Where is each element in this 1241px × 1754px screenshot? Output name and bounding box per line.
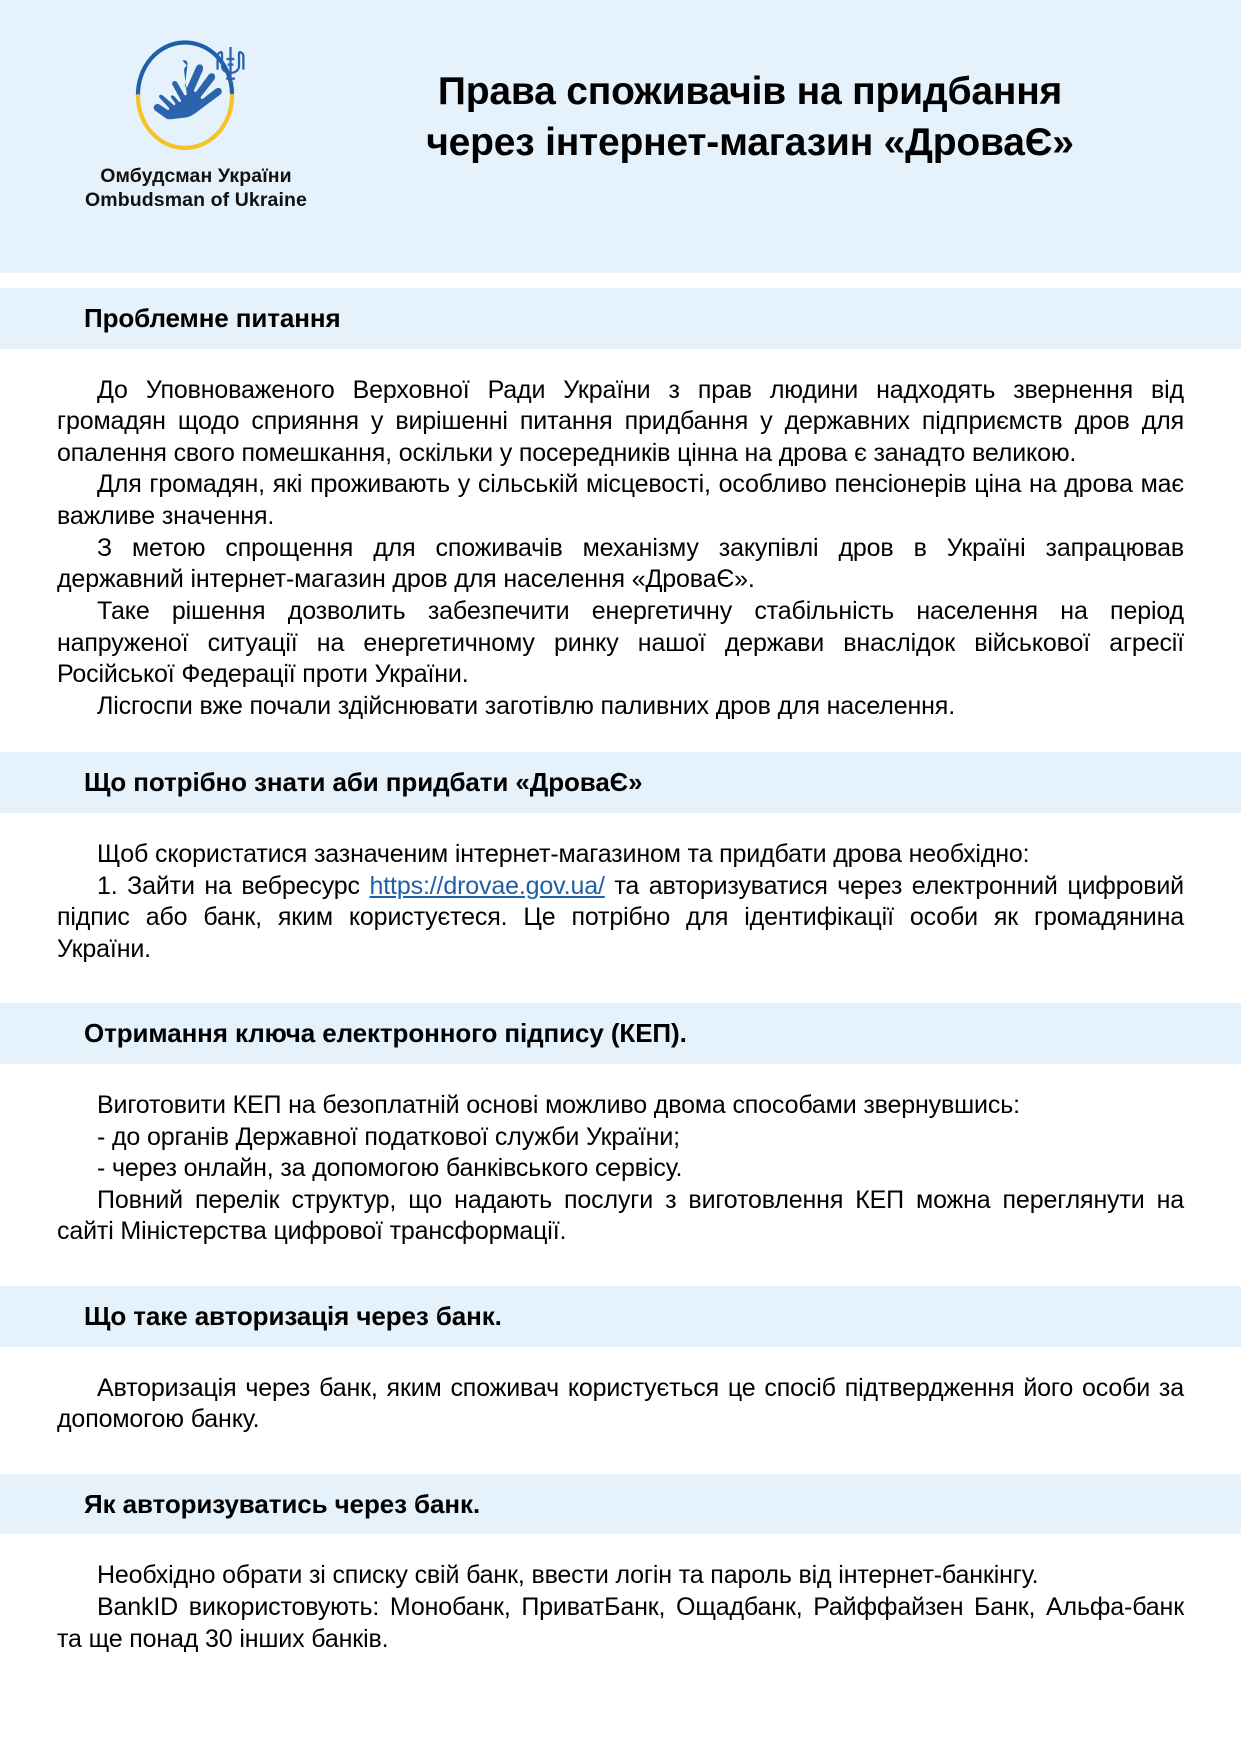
paragraph: Для громадян, які проживають у сільській місцевості, особливо пенсіонерів ціна на дрова має важливе значення. [57,470,1184,530]
link-paragraph-prefix: 1. Зайти на вебресурс [97,871,370,900]
paragraph: Щоб скористатися зазначеним інтернет-магазином та придбати дрова необхідно: [97,839,1030,868]
section-heading-bar-how-to-auth [0,1474,1241,1535]
paragraph: Необхідно обрати зі списку свій банк, ввести логін та пароль від інтернет-банкінгу. [97,1561,1039,1590]
paragraph: До Уповноваженого Верховної Ради України з прав людини надходять звернення від громадян щодо сприяння у вирішенні питання придбання у державних підприємств дров для опалення свого помешкання, оскільки у посередників цінна на дрова є занадто великою. [57,375,1184,467]
section-body-what-to-know [0,839,1241,966]
section-heading-bar-kep [0,1003,1241,1064]
paragraph: Авторизація через банк, яким споживач користується це спосіб підтвердження його особи за допомогою банку. [57,1373,1184,1434]
paragraph: Виготовити КЕП на безоплатній основі можливо двома способами звернувшись: [97,1090,1020,1119]
section-heading-kep: Отримання ключа електронного підпису (КЕП). [84,1018,687,1049]
paragraph: Повний перелік структур, що надають послуги з виготовлення КЕП можна переглянути на сайті Міністерства цифрової трансформації. [57,1185,1184,1246]
paragraph: BankID використовують: Монобанк, ПриватБанк, Ощадбанк, Райффайзен Банк, Альфа-банк та ще понад 30 інших банків. [57,1592,1184,1653]
list-item: - через онлайн, за допомогою банківського сервісу. [97,1154,683,1183]
section-body-how-to-auth [0,1560,1241,1655]
drovae-website-link[interactable]: https://drovae.gov.ua/ [369,871,605,900]
section-heading-problem: Проблемне питання [84,303,341,333]
link-paragraph-suffix: та авторизуватися через електронний цифровий підпис або банк, яким користуєтеся. Це потрібно для ідентифікації особи як громадянина України. [57,871,1184,963]
logo-caption-ukrainian: Омбудсман України [100,165,292,187]
list-item: - до органів Державної податкової служби України; [97,1122,680,1151]
section-heading-bank-auth-definition: Що таке авторизація через банк. [84,1301,502,1331]
logo-caption-english: Ombudsman of Ukraine [85,189,307,212]
page-title [300,66,1200,169]
section-heading-bar-what-to-know [0,752,1241,813]
paragraph: З метою спрощення для споживачів механізму закупівлі дров в Україні запрацював державний інтернет-магазин дров для населення «ДроваЄ». [57,533,1184,594]
paragraph: Лісгоспи вже почали здійснювати заготівлю паливних дров для населення. [97,691,955,720]
page-header-banner [0,0,1241,273]
ombudsman-dove-hand-emblem-icon [122,30,270,158]
section-body-kep [0,1090,1241,1248]
section-body-bank-auth-definition [0,1373,1241,1436]
section-body-problem [0,375,1241,723]
section-heading-bar-problem [0,288,1241,349]
section-heading-bar-bank-auth-definition [0,1286,1241,1347]
paragraph-with-link [57,871,1184,966]
page-title-line-1: Права споживачів на придбання [437,70,1063,113]
section-heading-how-to-auth: Як авторизуватись через банк. [84,1488,480,1519]
section-heading-what-to-know: Що потрібно знати аби придбати «ДроваЄ» [84,767,643,798]
page-title-line-2: через інтернет-магазин «ДроваЄ» [426,121,1074,165]
paragraph: Таке рішення дозволить забезпечити енергетичну стабільність населення на період напруженої ситуації на енергетичному ринку нашої держави внаслідок військової агресії Російської Федерації проти України. [57,596,1184,689]
